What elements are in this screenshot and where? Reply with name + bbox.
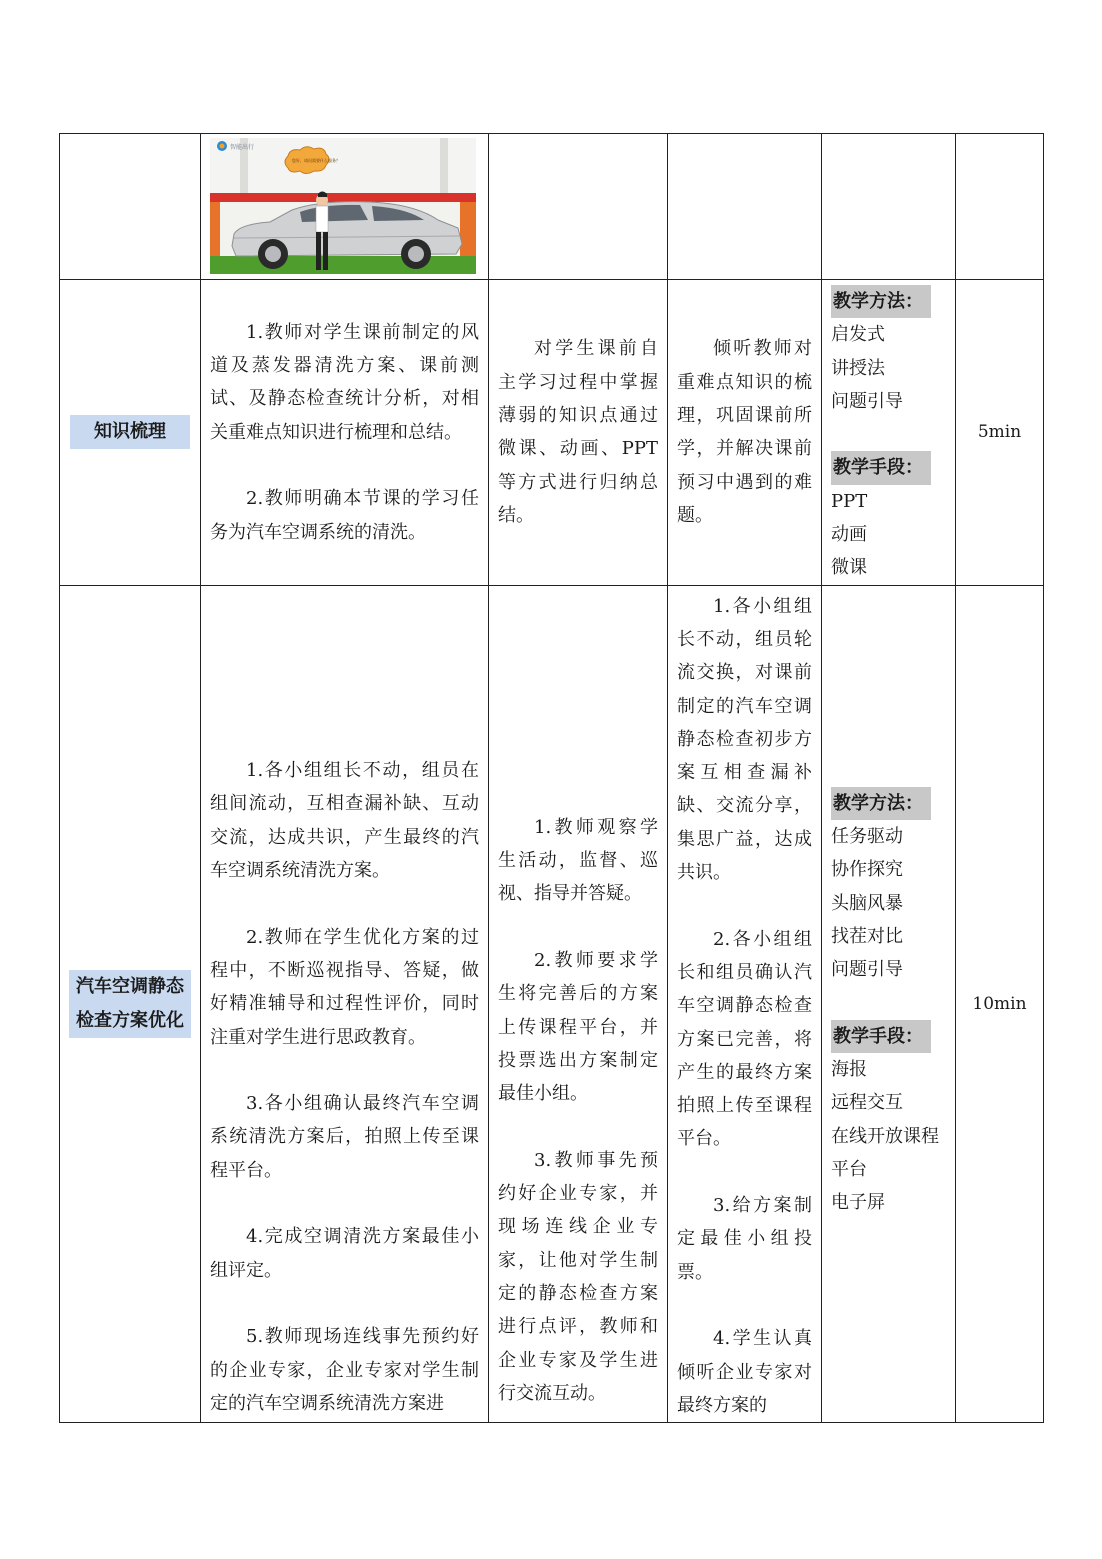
design-cell	[489, 280, 668, 586]
paragraph: 3.各小组确认最终汽车空调系统清洗方案后，拍照上传至课程平台。	[210, 1093, 479, 1181]
method-cell	[822, 585, 956, 1422]
phase-cell-empty	[60, 134, 201, 280]
svg-text:您好，请问需要什么服务？: 您好，请问需要什么服务？	[292, 158, 340, 163]
svg-text:智能出行: 智能出行	[230, 144, 255, 151]
time-cell-empty	[956, 134, 1044, 280]
means-item: PPT	[831, 490, 868, 512]
paragraph: 1.各小组组长不动，组员轮流交换，对课前制定的汽车空调静态检查初步方案互相查漏补缺、交流分享，集思广益，达成共识。	[677, 595, 812, 884]
method-item: 问题引导	[831, 959, 903, 981]
student-cell-empty	[668, 134, 822, 280]
paragraph: 2.教师在学生优化方案的过程中，不断巡视指导、答疑，做好精准辅导和过程性评价，同时注重对学生进行思政教育。	[210, 926, 479, 1048]
means-item: 远程交互	[831, 1092, 903, 1114]
means-heading: 教学手段：	[831, 451, 931, 484]
means-heading: 教学手段：	[831, 1020, 931, 1053]
paragraph: 3.教师事先预约好企业专家，并现场连线企业专家，让他对学生制定的静态检查方案进行点评，教师和企业专家及学生进行交流互动。	[498, 1149, 658, 1404]
phase-label: 知识梳理	[70, 415, 190, 449]
teacher-activity-cell	[201, 280, 489, 586]
method-item: 头脑风暴	[831, 892, 903, 914]
car-scene-image	[210, 138, 476, 274]
lesson-plan-table	[59, 133, 1044, 1423]
paragraph: 4.完成空调清洗方案最佳小组评定。	[210, 1226, 479, 1281]
student-activity-cell	[668, 585, 822, 1422]
table-row-intro	[60, 134, 1044, 280]
paragraph: 3.给方案制定最佳小组投票。	[677, 1195, 812, 1283]
paragraph: 对学生课前自主学习过程中掌握薄弱的知识点通过微课、动画、PPT等方式进行归纳总结。	[498, 338, 658, 526]
method-item: 找茬对比	[831, 925, 903, 947]
method-item: 协作探究	[831, 859, 903, 881]
phase-cell	[60, 585, 201, 1422]
means-item: 电子屏	[831, 1192, 885, 1214]
teacher-activity-cell	[201, 585, 489, 1422]
car-service-illustration	[210, 138, 476, 274]
phase-cell	[60, 280, 201, 586]
means-item: 海报	[831, 1059, 867, 1081]
paragraph: 2.教师要求学生将完善后的方案上传课程平台，并投票选出方案制定最佳小组。	[498, 949, 658, 1105]
paragraph: 1.教师对学生课前制定的风道及蒸发器清洗方案、课前测试、及静态检查统计分析，对相关重难点知识进行梳理和总结。	[210, 321, 479, 443]
method-item: 问题引导	[831, 390, 903, 412]
paragraph: 1.教师观察学生活动，监督、巡视、指导并答疑。	[498, 816, 658, 905]
logo-icon	[217, 141, 227, 151]
phase-label-line: 检查方案优化	[76, 1009, 184, 1031]
table-row-optimize	[60, 585, 1044, 1422]
means-item: 在线开放课程平台	[831, 1125, 939, 1180]
means-item: 动画	[831, 524, 867, 546]
table-row-knowledge	[60, 280, 1044, 586]
student-activity-cell	[668, 280, 822, 586]
method-item: 讲授法	[831, 357, 885, 379]
time-cell: 10min	[956, 585, 1044, 1422]
phase-label-line: 汽车空调静态	[76, 975, 184, 997]
method-heading: 教学方法：	[831, 285, 931, 318]
time-cell: 5min	[956, 280, 1044, 586]
design-cell	[489, 585, 668, 1422]
method-cell	[822, 280, 956, 586]
paragraph: 4.学生认真倾听企业专家对最终方案的	[677, 1328, 812, 1416]
means-item: 微课	[831, 557, 867, 579]
design-cell-empty	[489, 134, 668, 280]
paragraph: 1.各小组组长不动，组员在组间流动，互相查漏补缺、互动交流，达成共识，产生最终的汽车空调系统清洗方案。	[210, 760, 479, 882]
paragraph: 5.教师现场连线事先预约好的企业专家，企业专家对学生制定的汽车空调系统清洗方案进	[210, 1326, 479, 1414]
method-item: 任务驱动	[831, 825, 903, 847]
paragraph: 倾听教师对重难点知识的梳理，巩固课前所学，并解决课前预习中遇到的难题。	[677, 338, 812, 526]
illustration-cell	[201, 134, 489, 280]
paragraph: 2.教师明确本节课的学习任务为汽车空调系统的清洗。	[210, 488, 479, 543]
method-cell-empty	[822, 134, 956, 280]
method-heading: 教学方法：	[831, 787, 931, 820]
method-item: 启发式	[831, 324, 885, 346]
paragraph: 2.各小组组长和组员确认汽车空调静态检查方案已完善，将产生的最终方案拍照上传至课程平台。	[677, 928, 812, 1150]
